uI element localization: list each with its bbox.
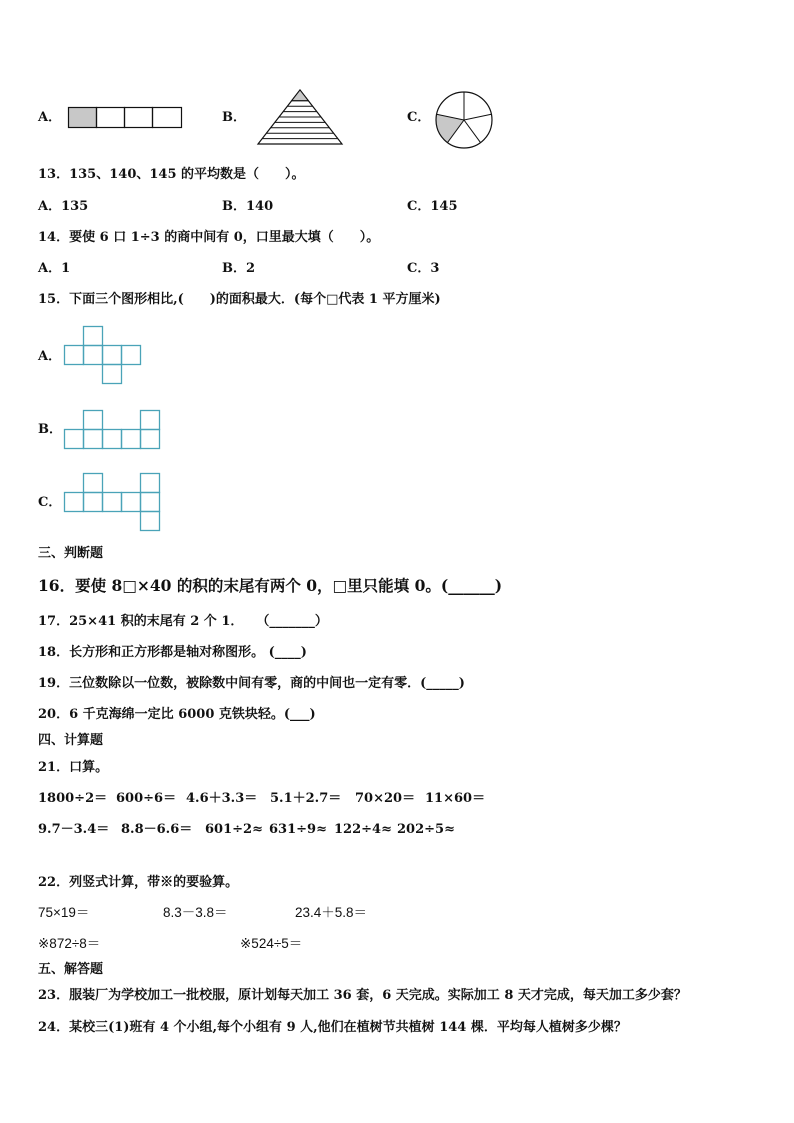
q12-option-c-circle-figure — [434, 90, 494, 150]
q15-option-c-grid-figure — [64, 473, 164, 533]
q22-stem: 22．列竖式计算，带※的要验算。 — [38, 875, 239, 890]
q21-expression: 202÷5≈ — [397, 822, 455, 837]
q21-expression: 1800÷2＝ — [38, 791, 108, 806]
q24-problem: 24．某校三(1)班有 4 个小组,每个小组有 9 人,他们在植树节共植树 144 棵．平均每人植树多少棵？ — [38, 1020, 627, 1035]
q21-expression: 70×20＝ — [355, 791, 416, 806]
q22-expression: 8.3－3.8＝ — [163, 905, 228, 920]
q14-option-c: C．3 — [407, 261, 440, 276]
q21-expression: 9.7－3.4＝ — [38, 822, 110, 837]
q21-expression: 600÷6＝ — [116, 791, 177, 806]
q21-expression: 601÷2≈ — [205, 822, 263, 837]
q21-expression: 4.6＋3.3＝ — [186, 791, 258, 806]
q23-problem: 23．服装厂为学校加工一批校服，原计划每天加工 36 套，6 天完成。实际加工 8 天才完成，每天加工多少套？ — [38, 988, 687, 1003]
q21-stem: 21．口算。 — [38, 760, 109, 775]
q21-expression: 631÷9≈ — [269, 822, 327, 837]
q21-expression: 8.8－6.6＝ — [121, 822, 193, 837]
q22-expression: ※524÷5＝ — [240, 936, 303, 951]
q12-option-c-label: C． — [407, 110, 431, 125]
q13-option-c: C．145 — [407, 199, 458, 214]
q19-statement: 19．三位数除以一位数，被除数中间有零，商的中间也一定有零．(_____) — [38, 676, 465, 691]
q12-option-b-triangle-figure — [256, 88, 344, 146]
q15-option-b-grid-figure — [64, 410, 164, 452]
q21-expression: 122÷4≈ — [334, 822, 392, 837]
q13-option-a: A．135 — [38, 199, 89, 214]
q16-statement: 16．要使 8□×40 的积的末尾有两个 0，□里只能填 0。(______) — [38, 576, 503, 595]
q12-option-b-label: B． — [222, 110, 246, 125]
q15-option-a-grid-figure — [64, 326, 144, 386]
q18-statement: 18．长方形和正方形都是轴对称图形。 (____) — [38, 645, 307, 660]
q12-option-a-label: A． — [38, 110, 62, 125]
q14-stem: 14．要使 6 口 1÷3 的商中间有 0，口里最大填（ ）。 — [38, 230, 380, 245]
q17-statement: 17．25×41 积的末尾有 2 个 1． （_______） — [38, 614, 328, 629]
section-4-heading: 四、计算题 — [38, 733, 104, 748]
q15-stem: 15．下面三个图形相比,( )的面积最大．(每个□代表 1 平方厘米) — [38, 292, 441, 307]
section-5-heading: 五、解答题 — [38, 962, 104, 977]
section-3-heading: 三、判断题 — [38, 546, 104, 561]
q22-expression: 23.4＋5.8＝ — [295, 905, 368, 920]
q20-statement: 20．6 千克海绵一定比 6000 克铁块轻。(___) — [38, 707, 316, 722]
q22-expression: 75×19＝ — [38, 905, 90, 920]
q21-expression: 11×60＝ — [425, 791, 486, 806]
q13-stem: 13．135、140、145 的平均数是（ ）。 — [38, 167, 305, 182]
q15-option-b-label: B． — [38, 422, 62, 437]
q15-option-c-label: C． — [38, 495, 62, 510]
q13-option-b: B．140 — [222, 199, 274, 214]
q12-option-a-bar-figure — [68, 107, 184, 129]
q22-expression: ※872÷8＝ — [38, 936, 101, 951]
q15-option-a-label: A． — [38, 349, 62, 364]
q14-option-b: B．2 — [222, 261, 256, 276]
q21-expression: 5.1＋2.7＝ — [270, 791, 342, 806]
q14-option-a: A．1 — [38, 261, 71, 276]
